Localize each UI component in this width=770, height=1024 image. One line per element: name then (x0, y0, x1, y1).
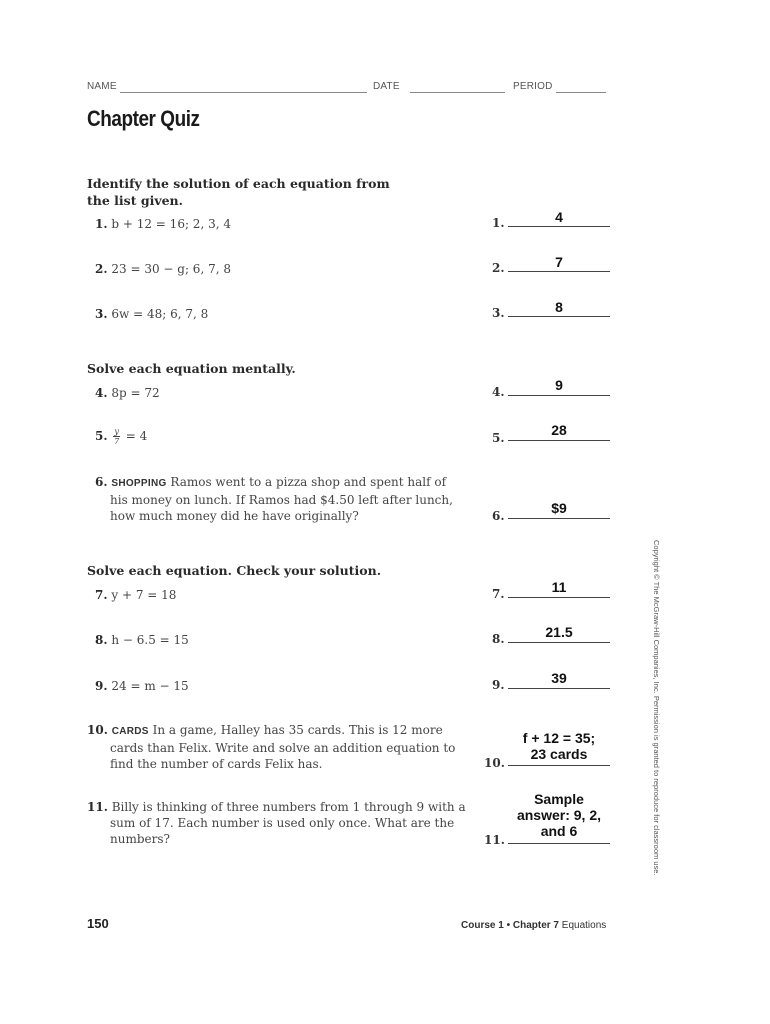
fraction-denominator: 7 (114, 437, 120, 446)
question-8 (95, 632, 189, 648)
question-text: his money on lunch. If Ramos had $4.50 left after lunch, (110, 493, 453, 507)
question-text: Ramos went to a pizza shop and spent half of (170, 475, 447, 489)
answer-line[interactable] (508, 316, 610, 317)
side-copyright: Copyright © The McGraw-Hill Companies, Inc. Permission is granted to reproduce for classroom use. (652, 540, 661, 876)
name-label: NAME (87, 81, 117, 92)
question-number: 5. (95, 429, 108, 443)
footer-course (461, 920, 606, 931)
question-4 (95, 385, 160, 401)
answer-value: $9 (551, 500, 567, 516)
question-3 (95, 306, 208, 322)
question-number: 8. (95, 633, 108, 647)
question-text: h − 6.5 = 15 (111, 633, 189, 647)
question-text: Billy is thinking of three numbers from 1 through 9 with a (111, 800, 466, 814)
question-text: 23 = 30 − g; 6, 7, 8 (111, 262, 231, 276)
question-number: 6. (95, 475, 108, 489)
page-title: Chapter Quiz (87, 106, 200, 131)
question-text: cards than Felix. Write and solve an addition equation to (110, 741, 456, 755)
question-text: sum of 17. Each number is used only once. What are the (110, 816, 455, 830)
period-field-line[interactable] (556, 92, 606, 93)
footer-topic: Equations (561, 920, 607, 931)
date-field-line[interactable] (410, 92, 505, 93)
question-tag: SHOPPING (111, 478, 167, 489)
question-text: 8p = 72 (111, 386, 160, 400)
answer-line[interactable] (508, 271, 610, 272)
section-2-instruction: Solve each equation mentally. (87, 361, 296, 376)
answer-number: 1. (492, 216, 505, 230)
answer-number: 2. (492, 261, 505, 275)
question-text: y + 7 = 18 (111, 588, 177, 602)
answer-line-text: 23 cards (530, 746, 588, 762)
question-number: 9. (95, 679, 108, 693)
question-11 (87, 799, 477, 847)
answer-line[interactable] (508, 642, 610, 643)
answer-line[interactable] (508, 395, 610, 396)
question-text: b + 12 = 16; 2, 3, 4 (111, 217, 231, 231)
question-text: 6w = 48; 6, 7, 8 (111, 307, 209, 321)
question-number: 1. (95, 217, 108, 231)
question-text: how much money did he have originally? (110, 509, 359, 523)
answer-line[interactable] (508, 440, 610, 441)
footer-course-label: Course 1 (461, 920, 504, 931)
question-5 (95, 427, 147, 446)
instruction-line: Identify the solution of each equation from (87, 176, 390, 191)
question-number: 11. (87, 800, 108, 814)
answer-line[interactable] (508, 843, 610, 844)
question-tag: CARDS (111, 726, 149, 737)
fraction (113, 427, 120, 446)
question-text: In a game, Halley has 35 cards. This is 12 more (152, 723, 443, 737)
question-6 (95, 474, 475, 524)
question-text: = 4 (125, 429, 148, 443)
question-number: 7. (95, 588, 108, 602)
answer-number: 4. (492, 385, 505, 399)
question-2 (95, 261, 231, 277)
answer-line-text: answer: 9, 2, (516, 807, 602, 823)
fraction-numerator: y (114, 427, 119, 436)
answer-value: 11 (551, 579, 567, 595)
period-label: PERIOD (513, 81, 553, 92)
answer-number: 10. (484, 756, 505, 770)
answer-value: 39 (551, 670, 567, 686)
answer-value: 28 (551, 422, 567, 438)
question-1 (95, 216, 231, 232)
answer-number: 7. (492, 587, 505, 601)
section-1-instruction (87, 175, 390, 209)
answer-value: 7 (555, 254, 563, 270)
instruction-line: the list given. (87, 193, 183, 208)
answer-line-text: and 6 (540, 823, 578, 839)
answer-value: 4 (555, 209, 563, 225)
answer-value: 9 (555, 377, 563, 393)
answer-value: 8 (555, 299, 563, 315)
answer-number: 8. (492, 632, 505, 646)
question-number: 3. (95, 307, 108, 321)
answer-number: 9. (492, 678, 505, 692)
answer-line[interactable] (508, 226, 610, 227)
page-number: 150 (87, 916, 109, 931)
question-text: 24 = m − 15 (111, 679, 189, 693)
answer-number: 3. (492, 306, 505, 320)
name-field-line[interactable] (120, 92, 367, 93)
answer-value: 21.5 (545, 624, 573, 640)
answer-line-text: Sample (534, 791, 584, 807)
answer-number: 11. (484, 833, 505, 847)
question-number: 10. (87, 723, 108, 737)
footer-chapter-label: Chapter 7 (512, 920, 559, 931)
answer-line[interactable] (508, 765, 610, 766)
answer-line[interactable] (508, 597, 610, 598)
section-3-instruction: Solve each equation. Check your solution. (87, 563, 382, 578)
question-text: numbers? (110, 832, 170, 846)
question-number: 4. (95, 386, 108, 400)
question-7 (95, 587, 176, 603)
date-label: DATE (373, 81, 400, 92)
footer-bullet: • (506, 920, 511, 931)
question-10 (87, 722, 477, 772)
answer-value (508, 730, 610, 762)
answer-line-text: f + 12 = 35; (522, 730, 596, 746)
answer-line[interactable] (508, 518, 610, 519)
answer-number: 5. (492, 431, 505, 445)
question-number: 2. (95, 262, 108, 276)
answer-line[interactable] (508, 688, 610, 689)
question-9 (95, 678, 189, 694)
answer-value (508, 791, 610, 839)
question-text: find the number of cards Felix has. (110, 757, 323, 771)
answer-number: 6. (492, 509, 505, 523)
